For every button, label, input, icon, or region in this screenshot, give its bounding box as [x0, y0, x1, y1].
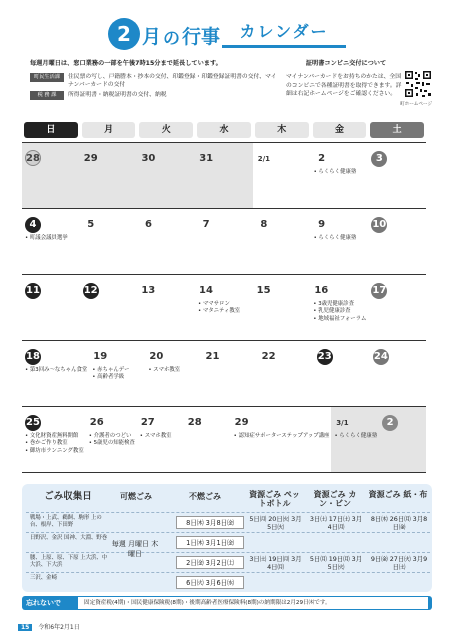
day-number: 9 — [318, 219, 326, 230]
nonburnable-dates: 2日㈮ 3月2日㈯ — [176, 556, 244, 569]
calendar-week — [22, 143, 426, 209]
calendar-day-cell[interactable] — [137, 143, 195, 208]
garbage-area-row — [26, 572, 430, 592]
event-list — [140, 433, 182, 440]
day-number: 19 — [93, 351, 108, 362]
reminder-text: 固定資産税(4期)・国民健康保険税(8期)・後期高齢者医療保険料(8期)の納期限は2月29日㈭です。 — [78, 597, 428, 609]
day-number: 14 — [199, 285, 213, 296]
day-number: 16 — [314, 285, 329, 296]
day-number: 21 — [205, 351, 220, 362]
day-number: 29 — [234, 417, 249, 428]
garbage-area-row — [26, 552, 430, 572]
event-item: • スマホ教室 — [140, 433, 182, 440]
nonburnable-dates: 1日㈭ 3月1日㈮ — [176, 536, 244, 549]
calendar-day-cell[interactable] — [22, 341, 89, 406]
header-char-no: の — [163, 29, 180, 49]
day-number: 24 — [373, 349, 389, 365]
collection-area: 三沢、金崎 — [30, 575, 57, 581]
collection-area: 戦場・上武、鵜飼、駒形 上の台、根岸、下田野 — [30, 515, 102, 529]
paper-collection-dates: 8日㈭ 26日㈪ 3月8日㈮ — [370, 515, 428, 531]
event-list — [198, 301, 251, 316]
convenience-store-section — [286, 60, 436, 107]
weekday-header — [22, 122, 426, 138]
calendar-day-cell[interactable] — [184, 407, 231, 472]
event-item: • 第3回み〜なちゃん食堂 — [25, 367, 87, 374]
event-list — [234, 433, 330, 440]
page-header — [0, 14, 452, 54]
garbage-collection-table — [22, 484, 432, 592]
day-number: 25 — [25, 415, 41, 431]
calendar-day-cell[interactable] — [310, 275, 368, 340]
day-number: 13 — [141, 285, 156, 296]
calendar-day-cell[interactable] — [258, 341, 314, 406]
monthly-calendar — [22, 122, 426, 473]
payment-reminder-bar — [22, 596, 432, 610]
event-item: • らくらく健康塾 — [334, 433, 377, 440]
extended-hours-note: 毎週月曜日は、窓口業務の一部を午後7時15分まで延長しています。 — [30, 60, 222, 67]
calendar-day-cell[interactable] — [137, 407, 184, 472]
calendar-day-cell[interactable] — [80, 143, 138, 208]
pet-collection-dates: 5日㈪ 20日㈫ 3月5日㈫ — [249, 515, 302, 531]
collection-area: 腰、上原、原、下原 上大浜、中大浜、下大浜 — [30, 555, 108, 569]
page-footer — [18, 622, 80, 631]
day-number: 31 — [199, 153, 214, 164]
pet-collection-dates: 3日㈯ 19日㈪ 3月4日㈪ — [249, 555, 302, 571]
can-collection-dates: 3日㈯ 17日㈯ 3月4日㈪ — [309, 515, 363, 531]
calendar-day-cell[interactable] — [368, 275, 426, 340]
calendar-day-cell[interactable] — [22, 143, 80, 208]
reminder-label: 忘れないで — [26, 597, 72, 609]
day-number: 4 — [25, 217, 41, 233]
day-number: 6 — [144, 219, 152, 230]
event-item: • スマホ教室 — [148, 367, 199, 374]
calendar-day-cell[interactable] — [137, 275, 195, 340]
event-list — [89, 433, 135, 448]
garbage-area-row — [26, 532, 430, 552]
calendar-day-cell[interactable] — [22, 275, 80, 340]
event-item: • 認知症サポーターステップアップ講座 — [234, 433, 330, 440]
calendar-week — [22, 341, 426, 407]
department-row — [30, 91, 282, 101]
day-number: 29 — [83, 153, 98, 164]
event-item: • ママサロン — [198, 301, 251, 308]
department-badge: 税 務 課 — [30, 91, 64, 100]
event-item: • 赤ちゃんデー — [92, 367, 143, 374]
garbage-area-row — [26, 512, 430, 532]
weekday-thursday: 木 — [255, 122, 309, 138]
event-item: • 介護者のつどい — [89, 433, 135, 440]
weekday-friday: 金 — [313, 122, 367, 138]
day-number: 17 — [371, 283, 387, 299]
issue-date: 令和6年2月1日 — [38, 624, 80, 631]
event-item: • 5歳児の知能検査 — [89, 440, 135, 447]
department-row — [30, 73, 282, 90]
page-number: 15 — [18, 624, 32, 631]
calendar-day-cell[interactable] — [314, 341, 370, 406]
calendar-day-cell[interactable] — [379, 407, 426, 472]
calendar-day-cell[interactable] — [80, 209, 138, 274]
event-item: • 高齢者学級 — [92, 374, 143, 381]
department-services: 住民票の写し、戸籍謄本・抄本の交付、印鑑登録・印鑑登録証明書の交付、マイナンバーカードの交付 — [68, 73, 277, 89]
event-item: • マタニティ教室 — [198, 308, 251, 315]
calendar-day-cell[interactable] — [311, 143, 369, 208]
weekday-monday: 月 — [82, 122, 136, 138]
day-number: 15 — [256, 285, 271, 296]
header-char-gyoji: 行事 — [182, 26, 221, 48]
qr-code-icon[interactable] — [404, 70, 432, 98]
day-number: 27 — [140, 417, 155, 428]
calendar-title: カレンダー — [222, 20, 346, 48]
calendar-day-cell[interactable] — [253, 143, 311, 208]
event-list — [25, 235, 78, 242]
garbage-title: ごみ収集日 — [44, 491, 92, 502]
event-list — [313, 301, 366, 323]
burnable-schedule: 毎週 月曜日 木曜日 — [111, 540, 159, 558]
calendar-day-cell[interactable] — [22, 209, 80, 274]
event-list — [334, 433, 377, 440]
department-badge: 町民生活課 — [30, 73, 64, 82]
nonburnable-header: 不燃ごみ — [189, 492, 221, 501]
can-collection-dates: 5日㈪ 19日㈪ 3月5日㈫ — [309, 555, 363, 571]
collection-area: 日野沢、金沢 国神、大淵、野巻 — [30, 535, 108, 541]
convenience-title: 証明書コンビニ交付について — [305, 60, 387, 67]
weekday-tuesday: 火 — [139, 122, 193, 138]
calendar-day-cell[interactable] — [368, 143, 426, 208]
day-number: 22 — [261, 351, 276, 362]
day-number: 11 — [25, 283, 41, 299]
calendar-day-cell[interactable] — [145, 341, 201, 406]
day-number: 23 — [317, 349, 333, 365]
burnable-header: 可燃ごみ — [120, 492, 152, 501]
event-item: • 地域福祉フォーラム — [313, 316, 366, 323]
calendar-day-cell[interactable] — [253, 275, 311, 340]
event-item: • 3歳児健康診査 — [313, 301, 366, 308]
day-number: 20 — [149, 351, 164, 362]
calendar-day-cell[interactable] — [195, 209, 253, 274]
calendar-day-cell[interactable] — [86, 407, 137, 472]
day-number: 8 — [260, 219, 268, 230]
calendar-day-cell[interactable] — [370, 341, 426, 406]
day-number: 28 — [25, 150, 41, 166]
day-number: 3 — [371, 151, 387, 167]
calendar-day-cell[interactable] — [368, 209, 426, 274]
calendar-day-cell[interactable] — [253, 209, 311, 274]
calendar-day-cell[interactable] — [137, 209, 195, 274]
day-number: 26 — [89, 417, 104, 428]
department-services: 所得証明書・納税証明書の交付、納税 — [68, 91, 167, 98]
event-list — [314, 235, 367, 242]
day-number: 28 — [187, 417, 202, 428]
calendar-day-cell[interactable] — [22, 407, 86, 472]
calendar-day-cell[interactable] — [231, 407, 332, 472]
calendar-day-cell[interactable] — [80, 275, 138, 340]
calendar-week — [22, 275, 426, 341]
day-number: 2 — [382, 415, 398, 431]
header-char-tsuki: 月 — [142, 26, 162, 48]
day-number: 7 — [202, 219, 210, 230]
event-item: • らくらく健康塾 — [314, 169, 367, 176]
calendar-week — [22, 209, 426, 275]
nonburnable-dates: 8日㈭ 3月8日㈮ — [176, 516, 244, 529]
day-number: 10 — [371, 217, 387, 233]
weekday-wednesday: 水 — [197, 122, 251, 138]
day-number: 5 — [87, 219, 95, 230]
calendar-day-cell[interactable] — [195, 275, 253, 340]
calendar-weeks — [22, 142, 426, 473]
event-item: • らくらく健康塾 — [314, 235, 367, 242]
weekday-sunday: 日 — [24, 122, 78, 138]
info-box — [22, 58, 434, 116]
day-number: 2 — [318, 153, 326, 164]
can-bottle-header: 資源ごみ カン・ビン — [313, 490, 357, 509]
calendar-day-cell[interactable] — [202, 341, 258, 406]
day-number: 18 — [25, 349, 41, 365]
nonburnable-dates: 6日㈫ 3月6日㈬ — [176, 576, 244, 589]
day-number: 2/1 — [257, 155, 271, 163]
event-item: • 町議会議員選挙 — [25, 235, 78, 242]
calendar-day-cell[interactable] — [195, 143, 253, 208]
event-list — [25, 433, 84, 455]
event-list — [92, 367, 143, 382]
event-item: • 文化財資産無料開館 — [25, 433, 84, 440]
calendar-week — [22, 407, 426, 473]
calendar-day-cell[interactable] — [89, 341, 145, 406]
month-number: 2 — [108, 18, 140, 50]
event-list — [314, 169, 367, 176]
paper-cloth-header: 資源ごみ 紙・布 — [368, 490, 428, 499]
event-list — [148, 367, 199, 374]
day-number: 3/1 — [336, 419, 349, 427]
pet-bottle-header: 資源ごみ ペットボトル — [249, 490, 300, 509]
event-item: • 御坊市ランニング教室 — [25, 448, 84, 455]
day-number: 12 — [83, 283, 99, 299]
event-item: • 乳児健康診査 — [313, 308, 366, 315]
office-hours-section — [30, 60, 282, 101]
calendar-day-cell[interactable] — [331, 407, 379, 472]
weekday-saturday: 土 — [370, 122, 424, 138]
day-number: 30 — [141, 153, 156, 164]
paper-collection-dates: 9日㈮ 27日㈫ 3月9日㈯ — [370, 555, 428, 571]
calendar-day-cell[interactable] — [311, 209, 369, 274]
qr-caption: 町ホームページ — [400, 102, 433, 107]
event-item: • 巻かご作り教室 — [25, 440, 84, 447]
convenience-text: マイナンバーカードをお持ちのかたは、全国のコンビニで各種証明書を取得できます。詳細は右記ホームページをご確認ください。 — [286, 73, 402, 98]
event-list — [25, 367, 87, 374]
